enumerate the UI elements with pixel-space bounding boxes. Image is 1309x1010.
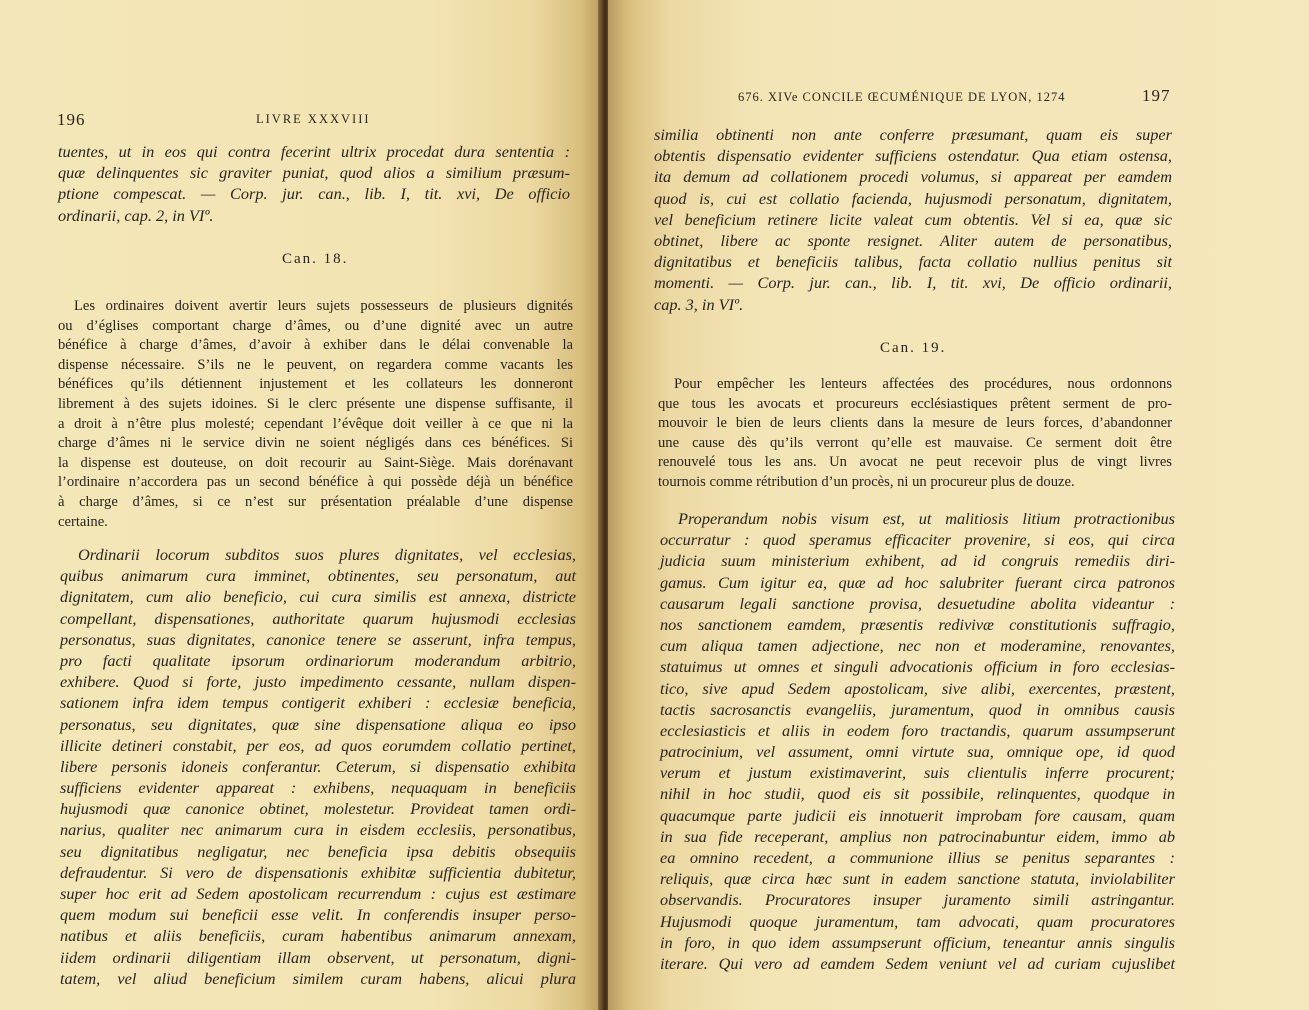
text-line: renouvelé tous les ans. Un avocat ne peut recevoir plus de vingt livres — [658, 454, 1172, 471]
text-line: momenti. — Corp. jur. can., lib. I, tit. xvi, De officio ordinarii, — [654, 273, 1172, 293]
text-line: dignitatibus et beneficiis talibus, facta collatio nullius penitus sit — [654, 252, 1172, 272]
right-canon-heading: Can. 19. — [880, 340, 947, 356]
text-line: libere personis idoneis conferantur. Ceterum, si dispensatio exhibita — [60, 756, 576, 776]
text-line: causarum legali sanctione provisa, desuetudine abolita videantur : — [660, 593, 1175, 613]
text-line: Ordinarii locorum subditos suos plures dignitates, vel ecclesias, — [78, 545, 576, 564]
text-line: pro facti qualitate ipsorum ordinariorum moderandum arbitrio, — [60, 650, 576, 670]
right-running-head: 676. XIVe CONCILE ŒCUMÉNIQUE DE LYON, 1274 — [738, 90, 1066, 104]
text-line: ou d’églises comportant charge d’âmes, ou d’une dignité avec un autre — [58, 317, 573, 334]
text-line: charge d’âmes ni le service divin ne soient négligés dans ces bénéfices. Si — [58, 435, 573, 452]
text-line: iterare. Qui vero ad eamdem Sedem veniunt vel ad curiam cujuslibet — [660, 953, 1175, 973]
text-line: quacumque parte judicii eis innotuerit improbam fore causam, quam — [660, 805, 1175, 825]
text-line: quæ delinquentes sic graviter puniat, quod alios a similium præsum- — [58, 163, 570, 183]
text-line: hujusmodi quæ canonice obtinet, molestetur. Provideat tamen ordi- — [60, 799, 576, 819]
text-line: tatem, vel aliud beneficium similem curam habens, alicui plura — [60, 968, 576, 988]
left-top-latin — [58, 141, 570, 226]
text-line: ea omnino recedent, a communione illius se penitus separantes : — [660, 848, 1175, 867]
text-line: quem modum sui beneficii esse velit. In conferendis insuper perso- — [60, 905, 576, 925]
text-line: une cause dès qu’ils verront qu’elle est mauvaise. Ce serment doit être — [658, 434, 1172, 451]
text-line: iidem ordinarii diligentiam illam observent, ut personatum, digni- — [60, 947, 576, 967]
text-line: personatus, suas dignitates, canonice tenere se asserunt, infra tempus, — [60, 629, 576, 649]
text-line: à charge d’âmes, si ce n’est sur présentation préalable d’une dispense — [58, 493, 573, 510]
text-line: cum aliqua tamen adjectione, nec non et moderamine, renovantes, — [660, 636, 1175, 656]
text-line: obtinet, libere ac sponte resignet. Aliter autem de personatibus, — [654, 230, 1172, 250]
text-line: defraudentur. Si vero de dispensationis exhibitæ sufficientia dubitetur, — [60, 862, 576, 882]
text-line: dignitatem, cum alio beneficio, cui cura similis est annexa, districte — [60, 587, 576, 607]
text-line: la dispense est douteuse, on doit recourir au Saint-Siège. Mais dorénavant — [58, 454, 573, 471]
text-line: quod is, cui est collatio facienda, hujusmodi personatum, dignitatem, — [654, 188, 1172, 208]
text-line: gamus. Cum igitur ea, quæ ad hoc salubriter fuerant circa patronos — [660, 572, 1175, 592]
left-latin-text — [60, 544, 576, 989]
left-page — [0, 0, 604, 1010]
right-latin-text — [660, 508, 1175, 974]
text-line: nihil in hoc studii, quod eis sit possibile, relinquentes, quodque in — [660, 784, 1175, 804]
text-line: a droit à n’être plus molesté; cependant l’évêque doit veiller à ce que ni la — [58, 415, 573, 432]
text-line: mouvoir le bien de leurs clients dans la mesure de leurs forces, d’abandonner — [658, 415, 1172, 432]
text-line: Properandum nobis visum est, ut malitiosis litium protractionibus — [678, 509, 1175, 528]
text-line: patrocinium, vel assument, omni virtute sua, omnique ope, id quod — [660, 742, 1175, 762]
right-page-number: 197 — [1142, 86, 1171, 105]
text-line: ita demum ad collationem procedi volumus, si appareat per eamdem — [654, 167, 1172, 187]
text-line: tournois comme rétribution d’un procès, ni un procureur plus de douze. — [658, 473, 1075, 490]
left-page-number: 196 — [57, 110, 86, 129]
text-line: seu dignitatibus negligatur, nec beneficia ipsa debitis obsequiis — [60, 841, 576, 861]
text-line: reliquis, quæ circa hæc sunt in eadem sanctione statuta, inviolabiliter — [660, 869, 1175, 889]
text-line: bénéfice à charge d’âmes, d’avoir à exhiber dans le délai convenable la — [58, 337, 573, 354]
text-line: narius, qualiter nec animarum cura in eisdem ecclesiis, personatibus, — [60, 820, 576, 840]
text-line: illicite detineri constabit, per eos, ad quos eorumdem collatio pertinet, — [60, 735, 576, 755]
text-line: ordinarii, cap. 2, in VIº. — [58, 205, 214, 225]
text-line: similia obtinenti non ante conferre præsumant, quam eis super — [654, 125, 1172, 144]
text-line: obtentis dispensatio evidenter sufficiens ostendatur. Qua etiam ostensa, — [654, 146, 1172, 166]
text-line: tactis sacrosanctis evangeliis, juramentum, quod in omnibus causis — [660, 699, 1175, 719]
text-line: Pour empêcher les lenteurs affectées des procédures, nous ordonnons — [674, 376, 1172, 392]
text-line: in sua fide receperant, amplius non patrocinabuntur eidem, immo ab — [660, 826, 1175, 846]
text-line: librement à des sujets idoines. Si le clerc présente une dispense suffisante, il — [58, 395, 573, 412]
text-line: Hujusmodi quoque juramentum, tam advocati, quam procuratores — [660, 911, 1175, 931]
text-line: observandis. Procuratores insuper juramento simili astringantur. — [660, 890, 1175, 910]
text-line: certaine. — [58, 513, 108, 530]
text-line: dispense nécessaire. S’ils ne le peuvent, on regardera comme vacants les — [58, 356, 573, 373]
text-line: tico, sive apud Sedem apostolicam, sive alibi, exercentes, præstent, — [660, 678, 1175, 698]
text-line: occurratur : quod speramus efficaciter provenire, si eos, qui circa — [660, 530, 1175, 550]
text-line: Les ordinaires doivent avertir leurs sujets possesseurs de plusieurs dignités — [74, 298, 573, 314]
left-canon-heading: Can. 18. — [282, 251, 349, 267]
text-line: super hoc erit ad Sedem apostolicam recurrendum : cujus est æstimare — [60, 884, 576, 903]
text-line: exhibere. Quod si forte, justo impedimento cessante, nullam dispen- — [60, 672, 576, 692]
text-line: compellant, dispensationes, authoritate quarum hujusmodi ecclesias — [60, 608, 576, 628]
text-line: judicia suum ministerium exhibent, ad id congruis remediis diri- — [660, 551, 1175, 571]
text-line: tuentes, ut in eos qui contra fecerint ultrix procedat dura sententia : — [58, 142, 570, 161]
text-line: quibus animarum cura imminet, obtinentes, seu personatum, aut — [60, 566, 576, 586]
right-page — [608, 0, 1309, 1010]
text-line: nos sanctionem eamdem, præsentis redivivæ constitutionis suffragio, — [660, 614, 1175, 634]
right-top-latin — [654, 124, 1172, 315]
text-line: que tous les avocats et procureurs ecclésiastiques prêtent serment de pro- — [658, 395, 1172, 412]
right-french-summary — [658, 375, 1172, 493]
text-line: statuimus ut omnes et singuli advocationis officium in foro ecclesias- — [660, 657, 1175, 677]
text-line: personatus, seu dignitates, quæ sine dispensatione aliqua eo ipso — [60, 714, 576, 734]
text-line: in foro, in quo idem assumpserunt officium, teneantur annis singulis — [660, 932, 1175, 952]
left-french-summary — [58, 297, 573, 532]
text-line: sationem infra idem tempus contigerit exhiberi : ecclesiæ beneficia, — [60, 693, 576, 713]
text-line: ecclesiasticis et aliis in eodem foro tractandis, quarum assumpserunt — [660, 720, 1175, 740]
text-line: vel beneficium retinere licite valeat cum obtentis. Vel si ea, quæ sic — [654, 209, 1172, 229]
text-line: verum et justum existimaverint, suis clientulis inferre procurent; — [660, 763, 1175, 783]
text-line: bénéfices qu’ils détiennent injustement et les collateurs les donneront — [58, 376, 573, 393]
text-line: natibus et aliis beneficiis, curam habentibus animarum annexam, — [60, 926, 576, 946]
text-line: sufficiens evidenter appareat : exhibens, nequaquam in beneficiis — [60, 778, 576, 798]
left-running-head: LIVRE XXXVIII — [256, 112, 371, 126]
text-line: cap. 3, in VIº. — [654, 294, 744, 314]
text-line: ptione compescat. — Corp. jur. can., lib. I, tit. xvi, De officio — [58, 184, 570, 204]
text-line: l’ordinaire n’accordera pas un second bénéfice à qui possède déjà un bénéfice — [58, 474, 573, 491]
